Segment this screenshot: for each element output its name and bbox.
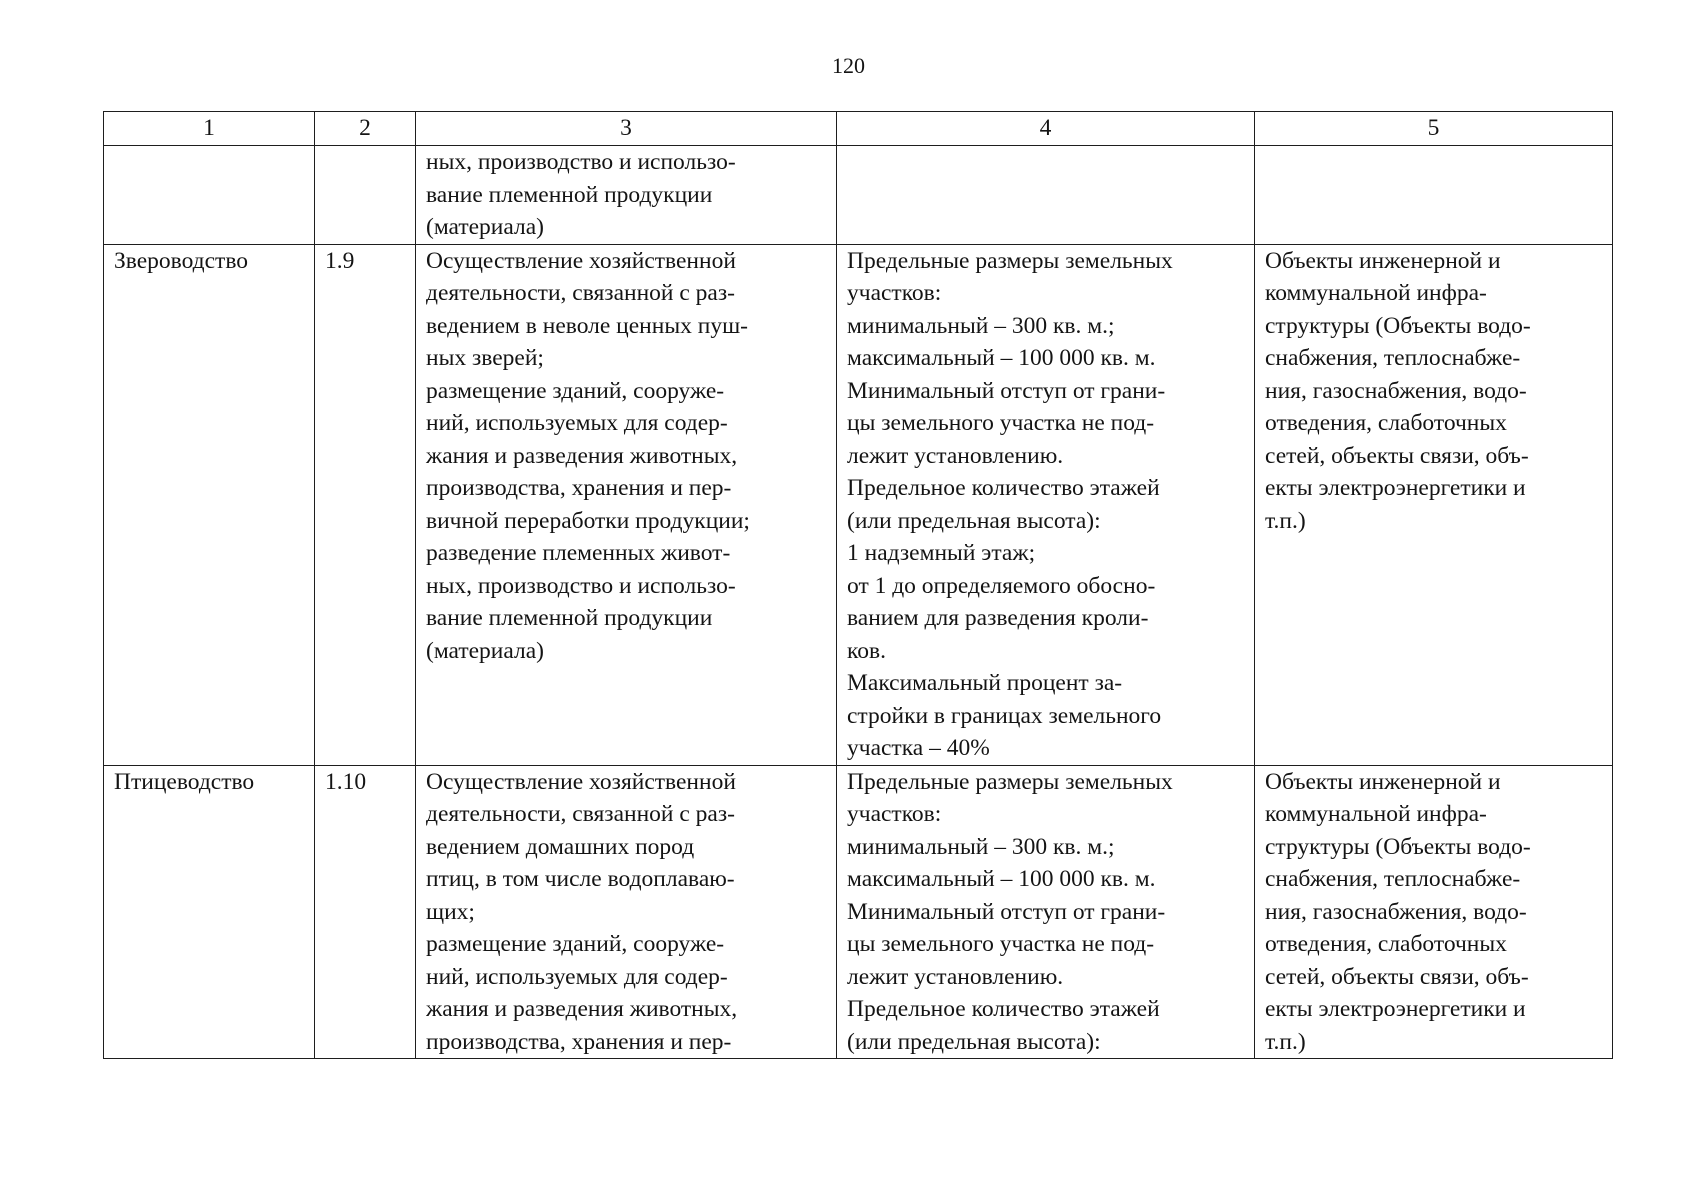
table-row — [104, 146, 1613, 245]
column-header: 2 — [315, 112, 416, 146]
cell-parameters — [837, 146, 1255, 245]
table-header-row — [104, 112, 1613, 146]
cell-use-name: Звероводство — [104, 244, 315, 765]
cell-parameters: Предельные размеры земельных участков: минимальный – 300 кв. м.; максимальный – 100 000 кв. м. Минимальный отступ от грани- цы земельного участка не под- лежит установлению. Предельное количество этажей (или предельная высота): — [837, 765, 1255, 1058]
page-number: 120 — [832, 53, 865, 78]
cell-description: Осуществление хозяйственной деятельности, связанной с раз- ведением домашних пород птиц, в том числе водоплаваю- щих; размещение зданий, сооруже- ний, используемых для содер- жания и разведения животных, производства, хранения и пер- — [416, 765, 837, 1058]
column-header: 1 — [104, 112, 315, 146]
cell-description: Осуществление хозяйственной деятельности, связанной с раз- ведением в неволе ценных пуш- ных зверей; размещение зданий, сооруже- ний, используемых для содер- жания и разведения животных, производства, хранения и пер- вичной переработки продукции; разведение племенных живот- ных, производство и использо- вание племенной продукции (материала) — [416, 244, 837, 765]
cell-objects: Объекты инженерной и коммунальной инфра- структуры (Объекты водо- снабжения, теплоснабже- ния, газоснабжения, водо- отведения, слаботочных сетей, объекты связи, объ- екты электроэнергетики и т.п.) — [1255, 765, 1613, 1058]
cell-use-name: Птицеводство — [104, 765, 315, 1058]
cell-parameters: Предельные размеры земельных участков: минимальный – 300 кв. м.; максимальный – 100 000 кв. м. Минимальный отступ от грани- цы земельного участка не под- лежит установлению. Предельное количество этажей (или предельная высота): 1 надземный этаж; от 1 до определяемого обосно- ванием для разведения кроли- ков. Максимальный процент за- стройки в границах земельного участка – 40% — [837, 244, 1255, 765]
cell-code — [315, 146, 416, 245]
cell-use-name — [104, 146, 315, 245]
column-header: 4 — [837, 112, 1255, 146]
cell-objects — [1255, 146, 1613, 245]
table-row — [104, 244, 1613, 765]
cell-objects: Объекты инженерной и коммунальной инфра- структуры (Объекты водо- снабжения, теплоснабже- ния, газоснабжения, водо- отведения, слаботочных сетей, объекты связи, объ- екты электроэнергетики и т.п.) — [1255, 244, 1613, 765]
cell-code: 1.10 — [315, 765, 416, 1058]
column-header: 5 — [1255, 112, 1613, 146]
column-header: 3 — [416, 112, 837, 146]
land-use-table — [103, 111, 1613, 1059]
table-row — [104, 765, 1613, 1058]
cell-code: 1.9 — [315, 244, 416, 765]
cell-description: ных, производство и использо- вание племенной продукции (материала) — [416, 146, 837, 245]
